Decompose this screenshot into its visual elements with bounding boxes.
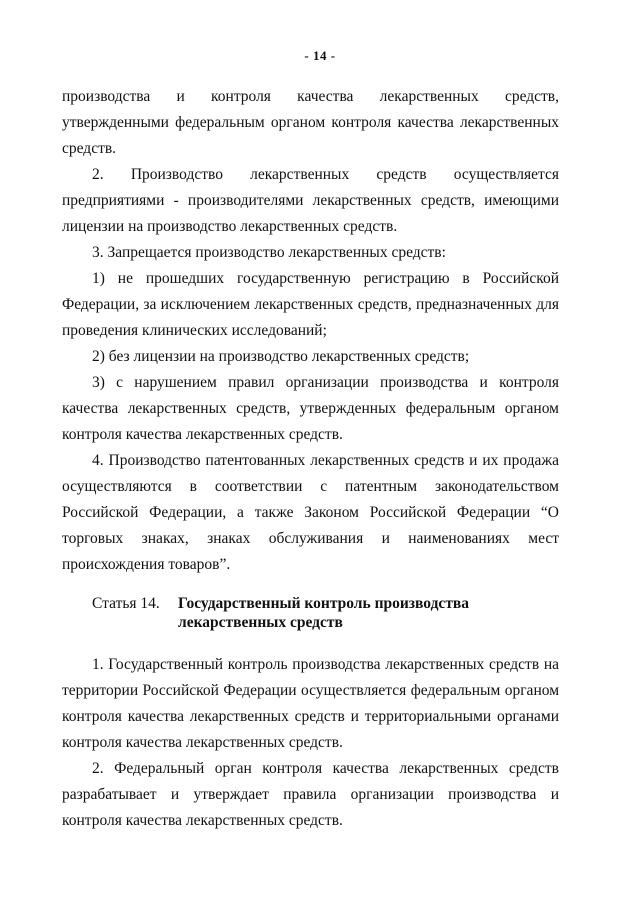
paragraph-item-1: 1) не прошедших государственную регистрацию в Российской Федерации, за исключением лекарственных средств, предназначенных для проведения клинических исследований; [62,270,559,339]
article-title-line-1: Государственный контроль производства [178,595,470,612]
article-label: Статья 14. [92,595,160,612]
page-number: - 14 - [304,48,336,63]
article-title-line-2: лекарственных средств [178,614,343,631]
paragraph-item-3: 3) с нарушением правил организации производства и контроля качества лекарственных средств, утвержденных федеральным органом контроля качества лекарственных средств. [62,374,559,443]
bottom-text-block [62,652,559,834]
top-text-block [62,84,559,578]
paragraph-clause-3: 3. Запрещается производство лекарственных средств: [92,244,446,261]
paragraph-clause-2: 2. Производство лекарственных средств осуществляется предприятиями - производителями лекарственных средств, имеющими лицензии на производство лекарственных средств. [62,166,559,235]
paragraph-item-2: 2) без лицензии на производство лекарственных средств; [92,348,470,365]
paragraph-article14-clause-1: 1. Государственный контроль производства лекарственных средств на территории Российской Федерации осуществляется федеральным органом контроля качества лекарственных средств и территориальными органами контроля качества лекарственных средств. [62,656,559,751]
article-title [178,594,558,632]
paragraph-continuation: производства и контроля качества лекарственных средств, утвержденными федеральным органом контроля качества лекарственных средств. [62,88,559,157]
paragraph-clause-4: 4. Производство патентованных лекарственных средств и их продажа осуществляются в соответствии с патентным законодательством Российской Федерации, а также Законом Российской Федерации “О торговых знаках, знаках обслуживания и наименованиях мест происхождения товаров”. [62,452,559,573]
paragraph-article14-clause-2: 2. Федеральный орган контроля качества лекарственных средств разрабатывает и утверждает правила организации производства и контроля качества лекарственных средств. [62,760,559,829]
